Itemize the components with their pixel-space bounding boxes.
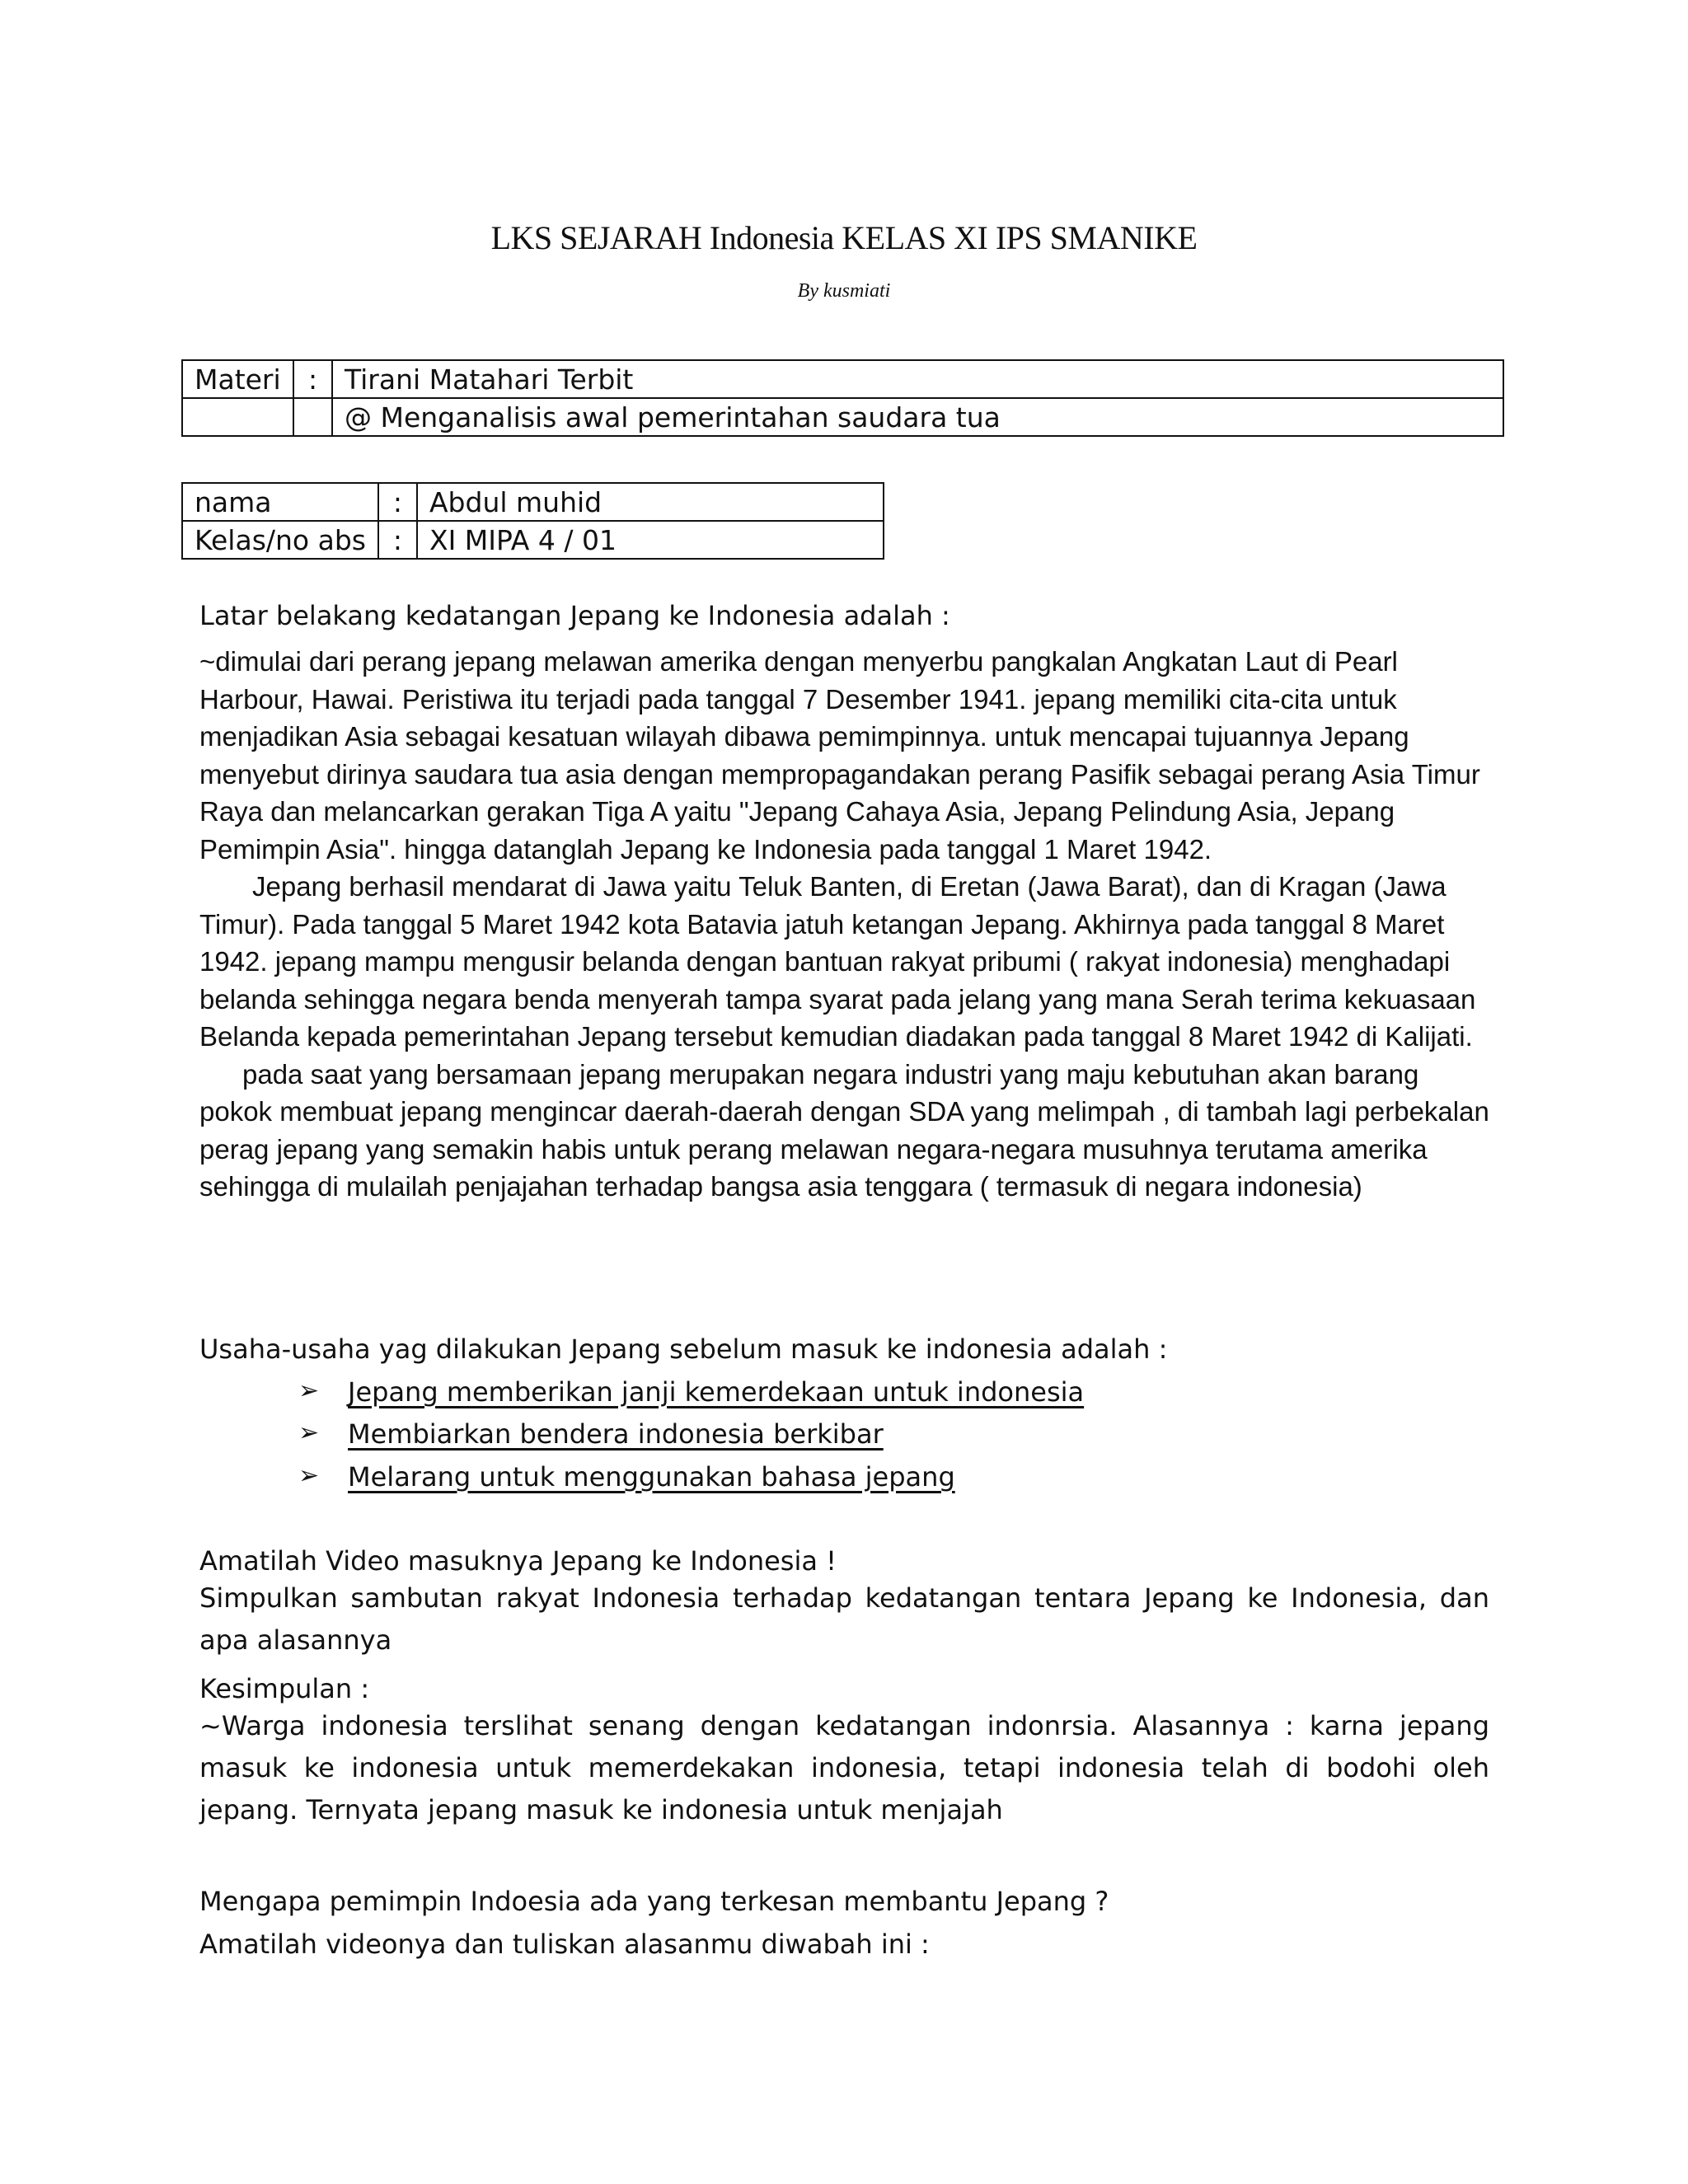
document-title: LKS SEJARAH Indonesia KELAS XI IPS SMANIKE [490, 219, 1198, 256]
class-value: XI MIPA 4 / 01 [417, 521, 884, 559]
question-reception: Simpulkan sambutan rakyat Indonesia terhadap kedatangan tentara Jepang ke Indonesia, dan apa alasannya [199, 1582, 1489, 1656]
empty-cell [182, 398, 293, 436]
document-author: By kusmiati [797, 280, 891, 302]
list-item-text: Melarang untuk menggunakan bahasa jepang [348, 1461, 955, 1493]
answer-paragraph: Jepang berhasil mendarat di Jawa yaitu Teluk Banten, di Eretan (Jawa Barat), dan di Kragan (Jawa Timur). Pada tanggal 5 Maret 1942 kota Batavia jatuh ketangan Jepang. Akhirnya pada tanggal 8 Maret 1942. jepang mampu mengusir belanda dengan bantuan rakyat pribumi ( rakyat indonesia) menghadapi belanda sehingga negara benda menyerah tampa syarat pada jelang yang mana Serah terima kekuasaan Belanda kepada pemerintahan Jepang tersebut kemudian diadakan pada tanggal 8 Maret 1942 di Kalijati. [199, 871, 1476, 1052]
arrow-bullet-icon: ➢ [298, 1461, 320, 1490]
name-label: nama [182, 483, 378, 521]
arrow-bullet-icon: ➢ [298, 1418, 320, 1447]
materi-colon: : [293, 360, 332, 398]
list-item-text: Membiarkan bendera indonesia berkibar [348, 1418, 884, 1450]
materi-objective-row [182, 398, 1503, 436]
answer-paragraph: ~dimulai dari perang jepang melawan amerika dengan menyerbu pangkalan Angkatan Laut di Pearl Harbour, Hawai. Peristiwa itu terjadi pada tanggal 7 Desember 1941. jepang memiliki cita-cita untuk menjadikan Asia sebagai kesatuan wilayah dibawa pemimpinnya. untuk mencapai tujuannya Jepang menyebut dirinya saudara tua asia dengan mempropagandakan perang Pasifik sebagai perang Asia Timur Raya dan melancarkan gerakan Tiga A yaitu "Jepang Cahaya Asia, Jepang Pelindung Asia, Jepang Pemimpin Asia". hingga datanglah Jepang ke Indonesia pada tanggal 1 Maret 1942. [199, 646, 1480, 865]
question-leaders: Mengapa pemimpin Indoesia ada yang terkesan membantu Jepang ? [199, 1886, 1109, 1917]
class-colon: : [378, 521, 417, 559]
materi-label: Materi [182, 360, 293, 398]
question-background: Latar belakang kedatangan Jepang ke Indonesia adalah : [199, 600, 950, 631]
materi-objective: @ Menganalisis awal pemerintahan saudara tua [332, 398, 1503, 436]
list-item-text: Jepang memberikan janji kemerdekaan untuk indonesia [348, 1376, 1085, 1408]
class-label: Kelas/no abs [182, 521, 378, 559]
student-class-row [182, 521, 884, 559]
conclusion-text: ~Warga indonesia terslihat senang dengan kedatangan indonrsia. Alasannya : karna jepang masuk ke indonesia untuk memerdekakan indonesia, tetapi indonesia telah di bodohi oleh jepang. Ternyata jepang masuk ke indonesia untuk menjajah [199, 1710, 1489, 1825]
question-efforts: Usaha-usaha yag dilakukan Jepang sebelum masuk ke indonesia adalah : [199, 1333, 1168, 1365]
conclusion-label: Kesimpulan : [199, 1673, 370, 1704]
name-value: Abdul muhid [417, 483, 884, 521]
empty-cell [293, 398, 332, 436]
arrow-bullet-icon: ➢ [298, 1376, 320, 1405]
video-instruction: Amatilah Video masuknya Jepang ke Indonesia ! [199, 1545, 837, 1577]
student-table [181, 482, 884, 560]
answer-paragraph: pada saat yang bersamaan jepang merupakan negara industri yang maju kebutuhan akan barang pokok membuat jepang mengincar daerah-daerah dengan SDA yang melimpah , di tambah lagi perbekalan perag jepang yang semakin habis untuk perang melawan negara-negara musuhnya terutama amerika sehingga di mulailah penjajahan terhadap bangsa asia tenggara ( termasuk di negara indonesia) [199, 1058, 1489, 1202]
materi-row [182, 360, 1503, 398]
answer-instruction: Amatilah videonya dan tuliskan alasanmu diwabah ini : [199, 1929, 930, 1960]
answer-background [199, 643, 1489, 1206]
materi-topic: Tirani Matahari Terbit [332, 360, 1503, 398]
name-colon: : [378, 483, 417, 521]
materi-table [181, 359, 1504, 437]
student-name-row [182, 483, 884, 521]
